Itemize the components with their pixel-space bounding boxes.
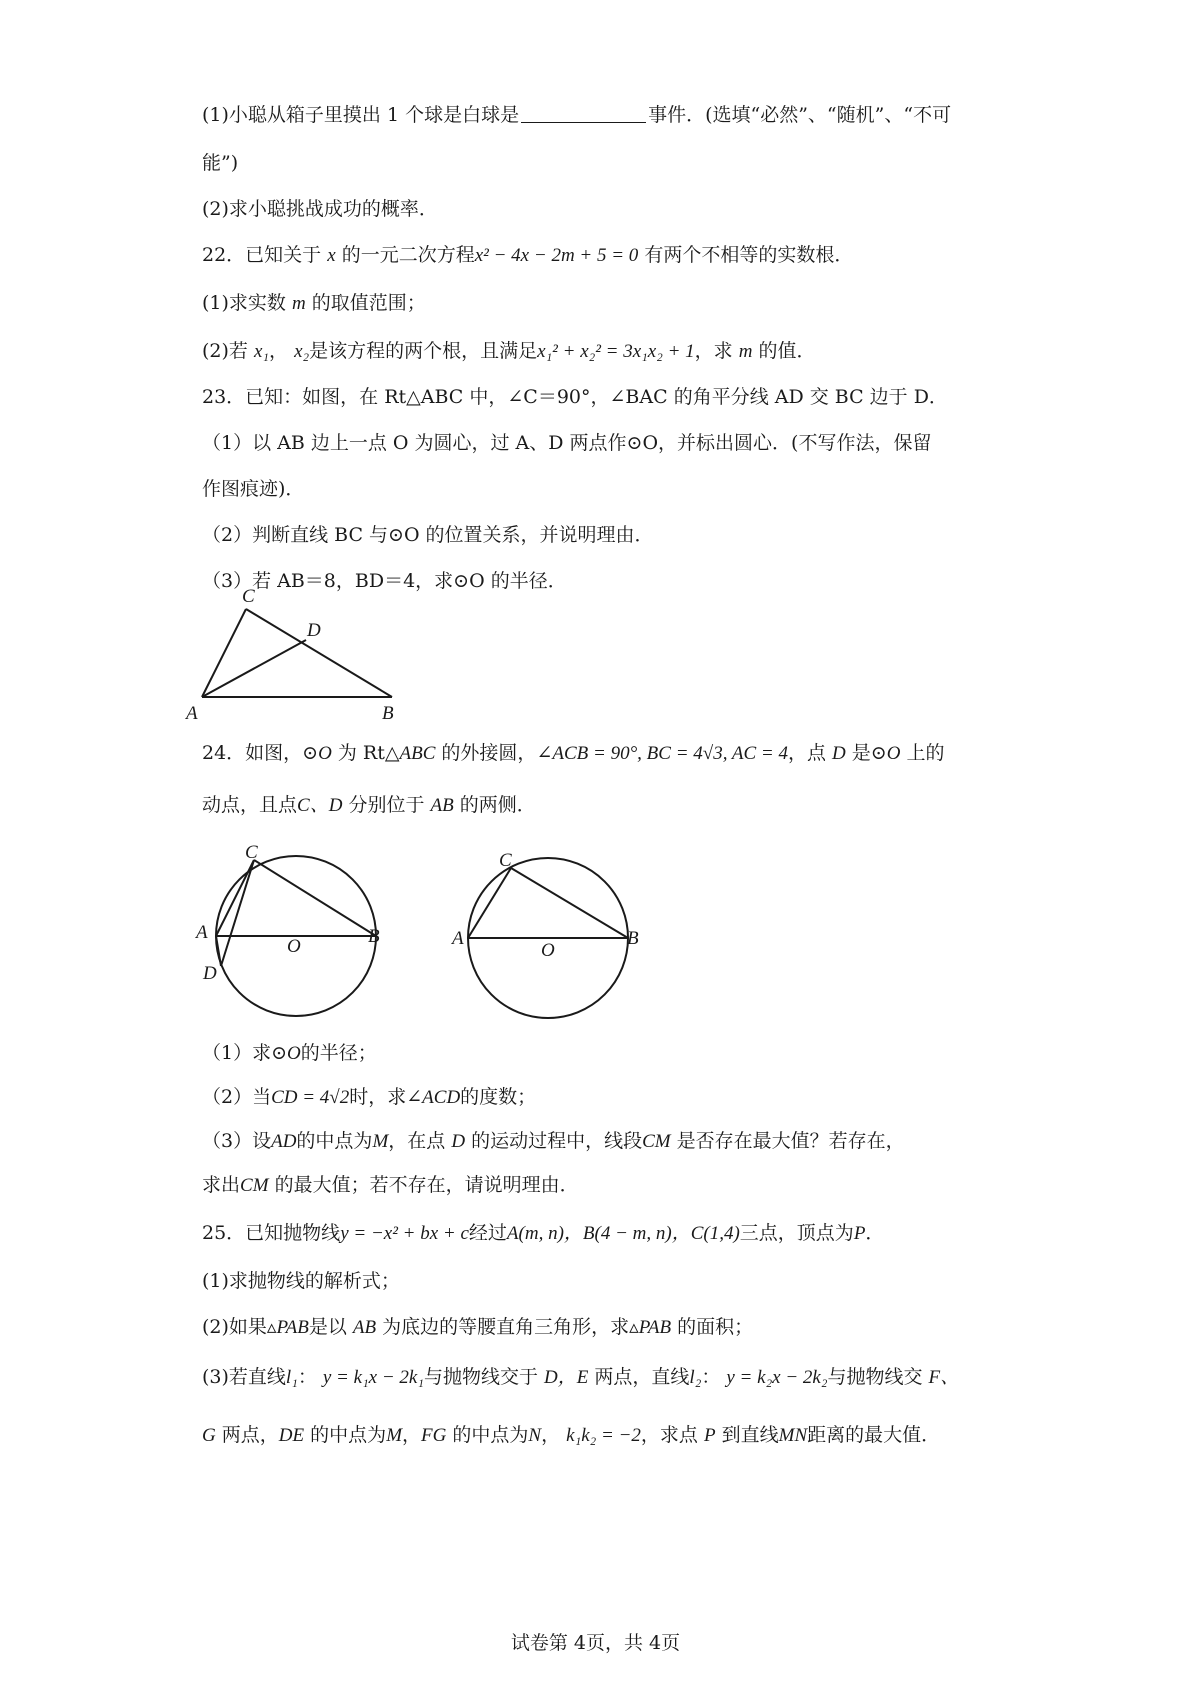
- q24-stem-text: 上的: [906, 742, 945, 764]
- q24-var-O: O: [318, 743, 332, 764]
- q22-part2-text: (2)若: [202, 340, 248, 362]
- q25-part3-text: ：: [701, 1366, 721, 1388]
- q21-part1-line2: 能”): [202, 152, 239, 174]
- q25-part3-text: 与抛物线交: [827, 1366, 923, 1388]
- q22-part2-text: 的值．: [758, 340, 816, 362]
- q25-point-F: F、: [928, 1367, 960, 1388]
- q25-part3-text: ，: [402, 1424, 422, 1446]
- q25-part3-text: 的中点为: [310, 1424, 387, 1446]
- q25-line-l2-equation: y = k₂x − 2k₂: [726, 1367, 828, 1388]
- q21-answer-blank[interactable]: [521, 104, 646, 123]
- fig2-segment-AC: [468, 868, 511, 938]
- q25-part3-text: 距离的最大值．: [807, 1424, 941, 1446]
- q25-part3-text: ，求点: [640, 1424, 698, 1446]
- q22-equation: x² − 4x − 2m + 5 = 0: [474, 245, 639, 266]
- q22-var-x2: x₂: [294, 341, 310, 362]
- q25-line-l1: l₁: [285, 1367, 298, 1388]
- q22-stem: [202, 242, 1031, 269]
- q22-stem-text: 22．已知关于: [202, 244, 322, 266]
- q25-part2-text: 是以: [308, 1316, 347, 1338]
- q25-part3-line1: [202, 1364, 1031, 1391]
- q24-var-O: O: [886, 743, 901, 764]
- segment-AC: [202, 609, 246, 697]
- q22-part1-text: (1)求实数: [202, 292, 286, 314]
- q22-condition-equation: x₁² + x₂² = 3x₁x₂ + 1: [537, 341, 695, 362]
- q24-var-D: D: [832, 743, 846, 764]
- q21-part1-line1: [202, 102, 1031, 128]
- q24-circle-figures: [190, 836, 670, 1026]
- q24-stem-text: 为 Rt: [337, 742, 385, 764]
- q25-part2-text: (2)如果: [202, 1316, 267, 1338]
- q24-var-O: O: [287, 1043, 301, 1064]
- q24-var-D: D: [451, 1131, 466, 1152]
- q22-part2: [202, 338, 1031, 365]
- q22-part1: [202, 290, 1031, 317]
- fig1-label-D: D: [203, 963, 217, 984]
- label-D: D: [307, 620, 321, 641]
- q25-part3-text: 到直线: [721, 1424, 779, 1446]
- q25-part3-text: (3)若直线: [202, 1366, 286, 1388]
- q25-slope-product: k₁k₂ = −2: [566, 1425, 641, 1446]
- q22-var-x1: x₁: [253, 341, 270, 362]
- q25-part3-text: 两点，直线: [594, 1366, 690, 1388]
- q25-stem: [202, 1220, 1031, 1247]
- q23-stem: 23．已知：如图，在 Rt△ABC 中，∠C＝90°，∠BAC 的角平分线 AD 交 BC 边于 D．: [202, 386, 948, 408]
- fig2-label-C: C: [499, 850, 512, 871]
- q24-angle-ACD: ACD: [422, 1087, 461, 1108]
- q22-part2-text: 是该方程的两个根，且满足: [309, 340, 538, 362]
- fig2-label-B: B: [627, 928, 639, 949]
- q22-stem-text: 有两个不相等的实数根．: [644, 244, 854, 266]
- q24-part3-text: 的中点为: [296, 1130, 373, 1152]
- label-C: C: [242, 586, 255, 607]
- segment-AD: [202, 640, 306, 697]
- q25-line-l1-equation: y = k₁x − 2k₁: [322, 1367, 424, 1388]
- q24-segment-CM: CM: [642, 1131, 671, 1152]
- q24-part3-line2: [202, 1172, 1031, 1199]
- fig1-segment-CD: [221, 860, 254, 966]
- q23-part2: （2）判断直线 BC 与⊙O 的位置关系，并说明理由．: [202, 524, 654, 546]
- fig2-label-O: O: [541, 940, 555, 961]
- q22-part2-text: ，求: [694, 340, 733, 362]
- q24-stem-text: 动点，且点: [202, 794, 298, 816]
- q25-var-P: P: [703, 1425, 716, 1446]
- q25-segment-AB: AB: [352, 1317, 377, 1338]
- q25-stem-text: 三点，顶点为: [739, 1222, 854, 1244]
- fig2-label-A: A: [452, 928, 464, 949]
- q24-part3-text: （3）设: [202, 1130, 272, 1152]
- q22-part1-text: 的取值范围；: [311, 292, 426, 314]
- q24-stem-text: 分别位于: [348, 794, 425, 816]
- q21-part1-text-a: (1)小聪从箱子里摸出 1 个球是白球是: [202, 104, 520, 126]
- q24-part3-text: 求出: [202, 1174, 241, 1196]
- fig1-label-C: C: [245, 842, 258, 863]
- q24-part1-text: （1）求⊙: [202, 1042, 288, 1064]
- q25-stem-text: 25．已知抛物线: [202, 1222, 341, 1244]
- q24-stem-text: 24．如图，⊙: [202, 742, 319, 764]
- label-A: A: [186, 703, 198, 724]
- q25-part2-text: 为底边的等腰直角三角形，求: [382, 1316, 630, 1338]
- q22-var-m: m: [291, 293, 306, 314]
- q24-part3-text: ，在点: [388, 1130, 446, 1152]
- q25-points-DE: D，E: [544, 1367, 589, 1388]
- q24-stem-line1: [202, 740, 1031, 767]
- q25-segment-DE: DE: [278, 1425, 305, 1446]
- q22-comma: ，: [269, 340, 289, 362]
- q22-stem-text: 的一元二次方程: [341, 244, 475, 266]
- q23-part1-line1: （1）以 AB 边上一点 O 为圆心，过 A、D 两点作⊙O，并标出圆心．(不写作法，保留: [202, 432, 932, 454]
- fig2-segment-CB: [511, 868, 628, 938]
- q25-var-N: N: [528, 1425, 542, 1446]
- q25-stem-text: ．: [865, 1222, 885, 1244]
- q24-stem-line2: [202, 792, 1031, 819]
- fig1-label-B: B: [368, 926, 380, 947]
- q25-part3-line2: [202, 1422, 1031, 1449]
- q25-part1: (1)求抛物线的解析式；: [202, 1270, 400, 1292]
- q25-part2-text: 的面积；: [677, 1316, 754, 1338]
- q22-var-x: x: [327, 245, 336, 266]
- q24-conditions: ∠ACB = 90°, BC = 4√3, AC = 4: [536, 743, 788, 764]
- q24-segment-AD: AD: [271, 1131, 297, 1152]
- page-footer: 试卷第 4页，共 4页: [510, 1632, 681, 1654]
- q25-triangle-PAB: ▵PAB: [266, 1317, 309, 1338]
- q24-part2-text: 的度数；: [460, 1086, 537, 1108]
- q24-part3-line1: [202, 1128, 1031, 1155]
- q23-part3: （3）若 AB＝8，BD＝4，求⊙O 的半径．: [202, 570, 567, 592]
- q23-part1-line2: 作图痕迹)．: [202, 478, 305, 500]
- q24-part1: [202, 1040, 1031, 1067]
- q24-stem-text: 的两侧．: [459, 794, 536, 816]
- q24-stem-text: 是⊙: [851, 742, 887, 764]
- q25-part2: [202, 1314, 1031, 1341]
- fig1-label-A: A: [196, 922, 208, 943]
- q24-stem-text: ，点: [787, 742, 826, 764]
- fig1-segment-AC: [216, 860, 254, 936]
- q24-segment-AB: AB: [430, 795, 454, 816]
- q25-triangle-PAB: ▵PAB: [629, 1317, 672, 1338]
- q24-segment-CM: CM: [240, 1175, 269, 1196]
- q21-part1-text-b: 事件．(选填“必然”、“随机”、“不可: [648, 104, 952, 126]
- q22-var-m: m: [738, 341, 753, 362]
- q25-var-P: P: [853, 1223, 866, 1244]
- label-B: B: [382, 703, 394, 724]
- q24-points-CD: C、D: [297, 795, 343, 816]
- q25-part3-text: 与抛物线交于: [423, 1366, 538, 1388]
- q25-line-MN: MN: [778, 1425, 808, 1446]
- q24-part2: [202, 1084, 1031, 1111]
- q24-part2-text: （2）当: [202, 1086, 272, 1108]
- q25-var-M: M: [386, 1425, 403, 1446]
- q24-cd-equation: CD = 4√2: [271, 1087, 350, 1108]
- q21-part2: (2)求小聪挑战成功的概率．: [202, 198, 438, 220]
- q25-segment-FG: FG: [421, 1425, 447, 1446]
- q24-part3-text: 是否存在最大值？若存在，: [676, 1130, 905, 1152]
- q25-line-l2: l₂: [689, 1367, 702, 1388]
- fig1-segment-CB: [254, 860, 376, 936]
- q25-parabola-equation: y = −x² + bx + c: [340, 1223, 469, 1244]
- q24-part1-text: 的半径；: [300, 1042, 377, 1064]
- q24-part3-text: 的最大值；若不存在，请说明理由．: [274, 1174, 579, 1196]
- q25-part3-text: ，: [541, 1424, 561, 1446]
- q24-stem-text: 的外接圆，: [441, 742, 537, 764]
- q24-triangle: △ABC: [384, 743, 436, 764]
- q25-stem-text: 经过: [468, 1222, 507, 1244]
- fig1-label-O: O: [287, 936, 301, 957]
- q24-var-M: M: [372, 1131, 389, 1152]
- q25-part3-text: 两点，: [221, 1424, 279, 1446]
- q24-part3-text: 的运动过程中，线段: [471, 1130, 643, 1152]
- q24-part2-text: 时，求∠: [349, 1086, 423, 1108]
- q25-point-G: G: [202, 1425, 216, 1446]
- q25-points: A(m, n)，B(4 − m, n)，C(1,4): [506, 1223, 740, 1244]
- q25-part3-text: ：: [297, 1366, 317, 1388]
- q25-part3-text: 的中点为: [452, 1424, 529, 1446]
- q23-triangle-figure: [186, 586, 430, 726]
